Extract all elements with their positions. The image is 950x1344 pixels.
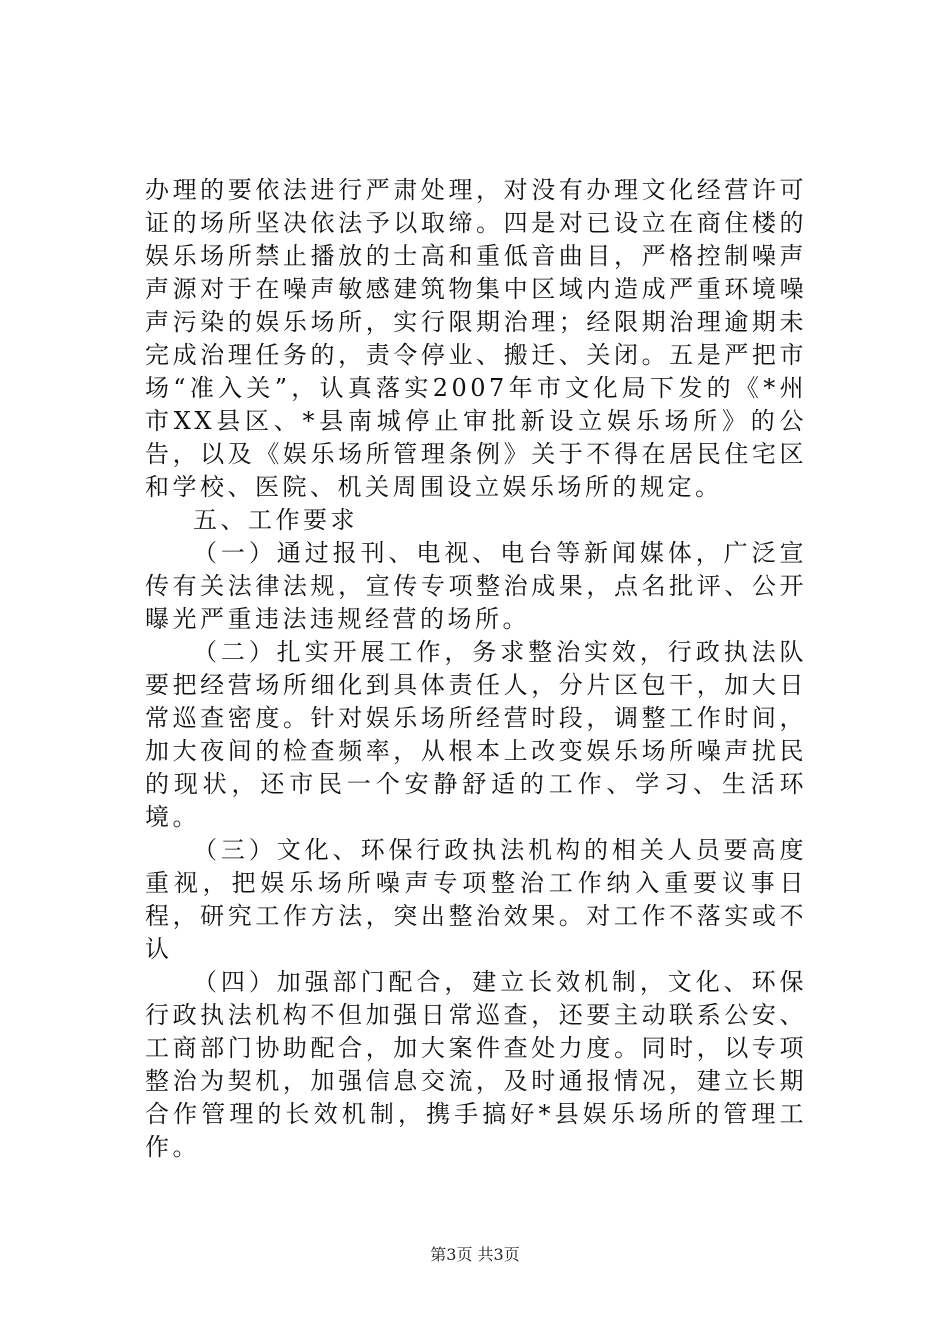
paragraph-requirement-4: （四）加强部门配合，建立长效机制，文化、环保行政执法机构不但加强日常巡查，还要主动联系公安、工商部门协助配合，加大案件查处力度。同时，以专项整治为契机，加强信息交流，及时通报情况，建立长期合作管理的长效机制，携手搞好*县娱乐场所的管理工作。 [145, 968, 807, 1161]
paragraph-requirement-1: （一）通过报刊、电视、电台等新闻媒体，广泛宣传有关法律法规，宣传专项整治成果，点名批评、公开曝光严重违法违规经营的场所。 [145, 539, 807, 633]
page-footer: 第3页 共3页 [430, 1245, 520, 1264]
paragraph-requirement-2: （二）扎实开展工作，务求整治实效，行政执法队要把经营场所细化到具体责任人，分片区包干，加大日常巡查密度。针对娱乐场所经营时段，调整工作时间，加大夜间的检查频率，从根本上改变娱乐场所噪声扰民的现状，还市民一个安静舒适的工作、学习、生活环境。 [145, 638, 807, 831]
section-heading-work-requirements: 五、工作要求 [193, 506, 358, 534]
document-body [145, 174, 807, 1164]
paragraph-continuation: 办理的要依法进行严肃处理，对没有办理文化经营许可证的场所坚决依法予以取缔。四是对已设立在商住楼的娱乐场所禁止播放的士高和重低音曲目，严格控制噪声声源对于在噪声敏感建筑物集中区域内造成严重环境噪声污染的娱乐场所，实行限期治理；经限期治理逾期未完成治理任务的，责令停业、搬迁、关闭。五是严把市场“准入关”，认真落实2007年市文化局下发的《*州市XX县区、*县南城停止审批新设立娱乐场所》的公告，以及《娱乐场所管理条例》关于不得在居民住宅区和学校、医院、机关周围设立娱乐场所的规定。 [145, 176, 807, 501]
paragraph-requirement-3: （三）文化、环保行政执法机构的相关人员要高度重视，把娱乐场所噪声专项整治工作纳入重要议事日程，研究工作方法，突出整治效果。对工作不落实或不认 [145, 836, 807, 963]
